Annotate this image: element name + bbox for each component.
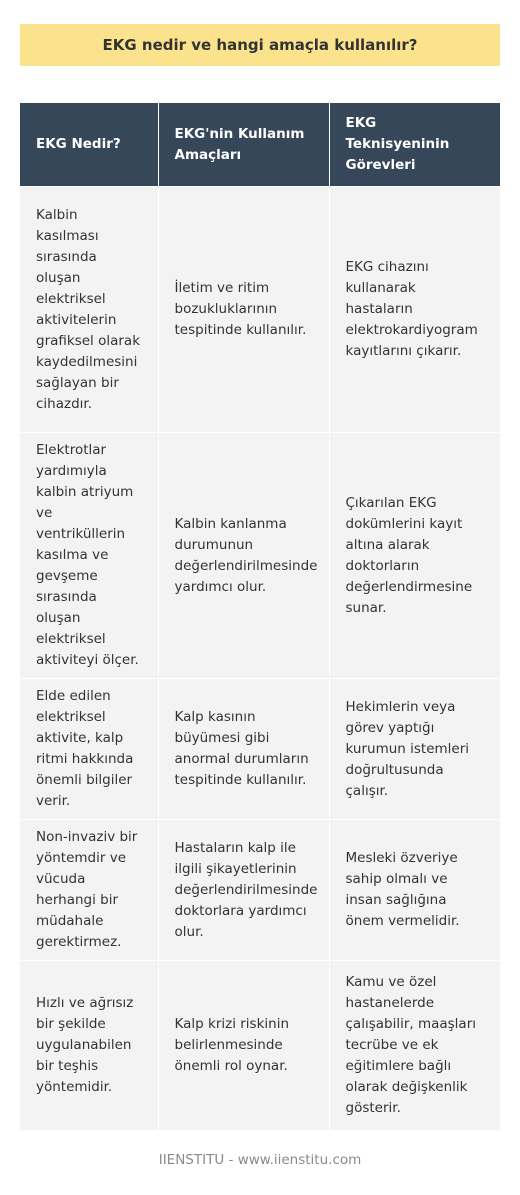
- table-cell: Kalbin kanlanma durumunun değerlendirilmesinde yardımcı olur.: [158, 433, 329, 679]
- page-title: EKG nedir ve hangi amaçla kullanılır?: [20, 24, 500, 66]
- column-header-usage-purposes: EKG'nin Kullanım Amaçları: [158, 103, 329, 187]
- table-cell: Hızlı ve ağrısız bir şekilde uygulanabilen bir teşhis yöntemidir.: [20, 961, 158, 1131]
- table-cell: EKG cihazını kullanarak hastaların elektrokardiyogram kayıtlarını çıkarır.: [329, 187, 500, 433]
- table-cell: Kamu ve özel hastanelerde çalışabilir, maaşları tecrübe ve ek eğitimlere bağlı olarak değişkenlik gösterir.: [329, 961, 500, 1131]
- table-cell: İletim ve ritim bozukluklarının tespitinde kullanılır.: [158, 187, 329, 433]
- table-row: [20, 679, 500, 820]
- table-header-row: [20, 103, 500, 187]
- table-row: [20, 820, 500, 961]
- table-row: [20, 433, 500, 679]
- table-cell: Non-invaziv bir yöntemdir ve vücuda herhangi bir müdahale gerektirmez.: [20, 820, 158, 961]
- table-cell: Kalbin kasılması sırasında oluşan elektriksel aktivitelerin grafiksel olarak kaydedilmesini sağlayan bir cihazdır.: [20, 187, 158, 433]
- info-table: [20, 103, 500, 1130]
- table-cell: Hekimlerin veya görev yaptığı kurumun istemleri doğrultusunda çalışır.: [329, 679, 500, 820]
- table-cell: Kalp kasının büyümesi gibi anormal durumların tespitinde kullanılır.: [158, 679, 329, 820]
- footer-credit: IIENSTITU - www.iienstitu.com: [158, 1152, 362, 1168]
- table-cell: Elektrotlar yardımıyla kalbin atriyum ve ventriküllerin kasılma ve gevşeme sırasında oluşan elektriksel aktiviteyi ölçer.: [20, 433, 158, 679]
- column-header-technician-duties: EKG Teknisyeninin Görevleri: [329, 103, 500, 187]
- table-cell: Kalp krizi riskinin belirlenmesinde önemli rol oynar.: [158, 961, 329, 1131]
- table-row: [20, 961, 500, 1131]
- table-cell: Çıkarılan EKG dokümlerini kayıt altına alarak doktorların değerlendirmesine sunar.: [329, 433, 500, 679]
- table-cell: Mesleki özveriye sahip olmalı ve insan sağlığına önem vermelidir.: [329, 820, 500, 961]
- table-row: [20, 187, 500, 433]
- column-header-what-is-ekg: EKG Nedir?: [20, 103, 158, 187]
- table-cell: Elde edilen elektriksel aktivite, kalp ritmi hakkında önemli bilgiler verir.: [20, 679, 158, 820]
- table-cell: Hastaların kalp ile ilgili şikayetlerinin değerlendirilmesinde doktorlara yardımcı olur.: [158, 820, 329, 961]
